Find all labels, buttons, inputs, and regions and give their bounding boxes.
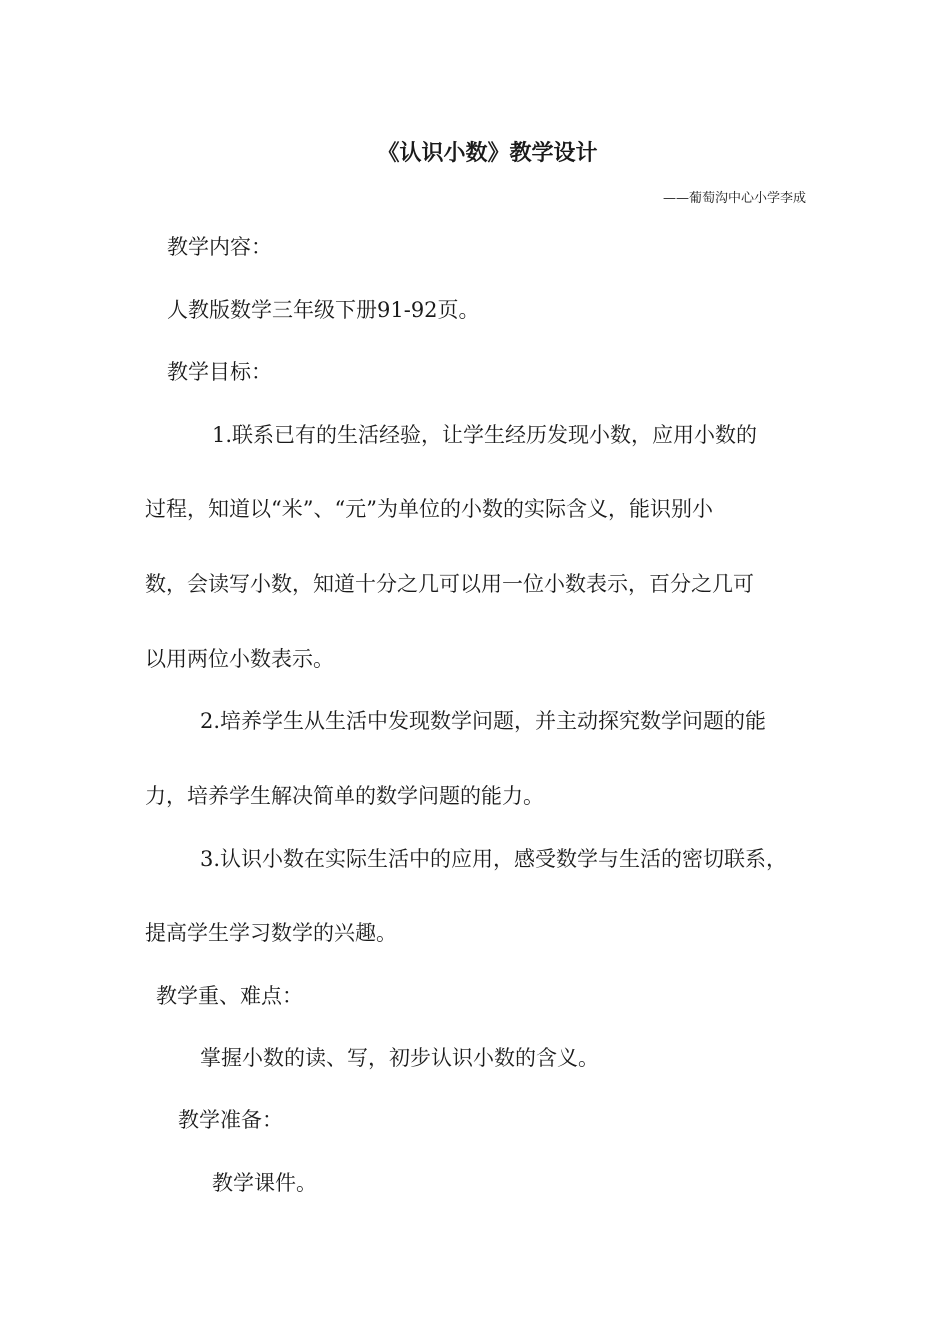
prep-heading: 教学准备： <box>178 1108 283 1132</box>
goal1-line3: 数，会读写小数，知道十分之几可以用一位小数表示，百分之几可 <box>145 572 754 596</box>
goal1-line2: 过程，知道以“米”、“元”为单位的小数的实际含义，能识别小 <box>145 497 713 521</box>
goal2-line2: 力，培养学生解决简单的数学问题的能力。 <box>145 784 544 808</box>
content-heading: 教学内容： <box>167 235 272 259</box>
goal2-line1: 2.培养学生从生活中发现数学问题，并主动探究数学问题的能 <box>200 709 767 733</box>
content-text: 人教版数学三年级下册91-92页。 <box>167 298 480 322</box>
goals-heading: 教学目标： <box>167 360 272 384</box>
goal1-line4: 以用两位小数表示。 <box>145 647 334 671</box>
goal1-line1: 1.联系已有的生活经验，让学生经历发现小数，应用小数的 <box>212 423 758 447</box>
key-heading: 教学重、难点： <box>156 984 303 1008</box>
goal3-line2: 提高学生学习数学的兴趣。 <box>145 921 397 945</box>
goal3-line1: 3.认识小数在实际生活中的应用，感受数学与生活的密切联系， <box>200 847 788 871</box>
document-author: ——葡萄沟中心小学李成 <box>662 191 806 206</box>
document-title: 《认识小数》教学设计 <box>377 140 598 166</box>
key-text: 掌握小数的读、写，初步认识小数的含义。 <box>200 1046 599 1070</box>
prep-text: 教学课件。 <box>212 1171 317 1195</box>
